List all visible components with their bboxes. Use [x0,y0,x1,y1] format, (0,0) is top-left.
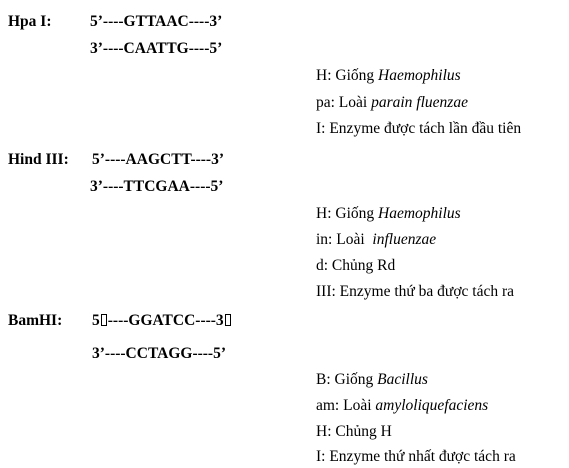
hind-note-genus: H: Giống Haemophilus [316,205,461,222]
bam-note-genus: B: Giống Bacillus [316,371,428,388]
hind-note-strain: d: Chủng Rd [316,257,396,274]
hpa-top-strand: 5’----GTTAAC----3’ [90,13,223,30]
missing-glyph-box [225,314,231,326]
hind-note-species: in: Loài influenzae [316,231,437,248]
hind-label: Hind III: [8,151,69,168]
missing-glyph-box [101,314,107,326]
hpa-note-species: pa: Loài parain fluenzae [316,94,468,111]
bam-bottom-strand: 3’----CCTAGG----5’ [92,345,226,362]
bam-note-species: am: Loài amyloliquefaciens [316,397,489,414]
hind-top-strand: 5’----AAGCTT----3’ [92,151,225,168]
hpa-bottom-strand: 3’----CAATTG----5’ [90,40,223,57]
bam-top-strand: 5 ----GGATCC----3 [92,313,232,329]
bam-label: BamHI: [8,312,63,329]
hpa-label: Hpa I: [8,13,52,30]
hpa-note-genus: H: Giống Haemophilus [316,67,461,84]
bam-note-enzyme: I: Enzyme thứ nhất được tách ra [316,448,516,465]
hpa-note-enzyme: I: Enzyme được tách lần đầu tiên [316,120,522,137]
hind-note-enzyme: III: Enzyme thứ ba được tách ra [316,283,514,300]
hind-bottom-strand: 3’----TTCGAA----5’ [90,178,224,195]
bam-note-strain: H: Chủng H [316,423,392,440]
